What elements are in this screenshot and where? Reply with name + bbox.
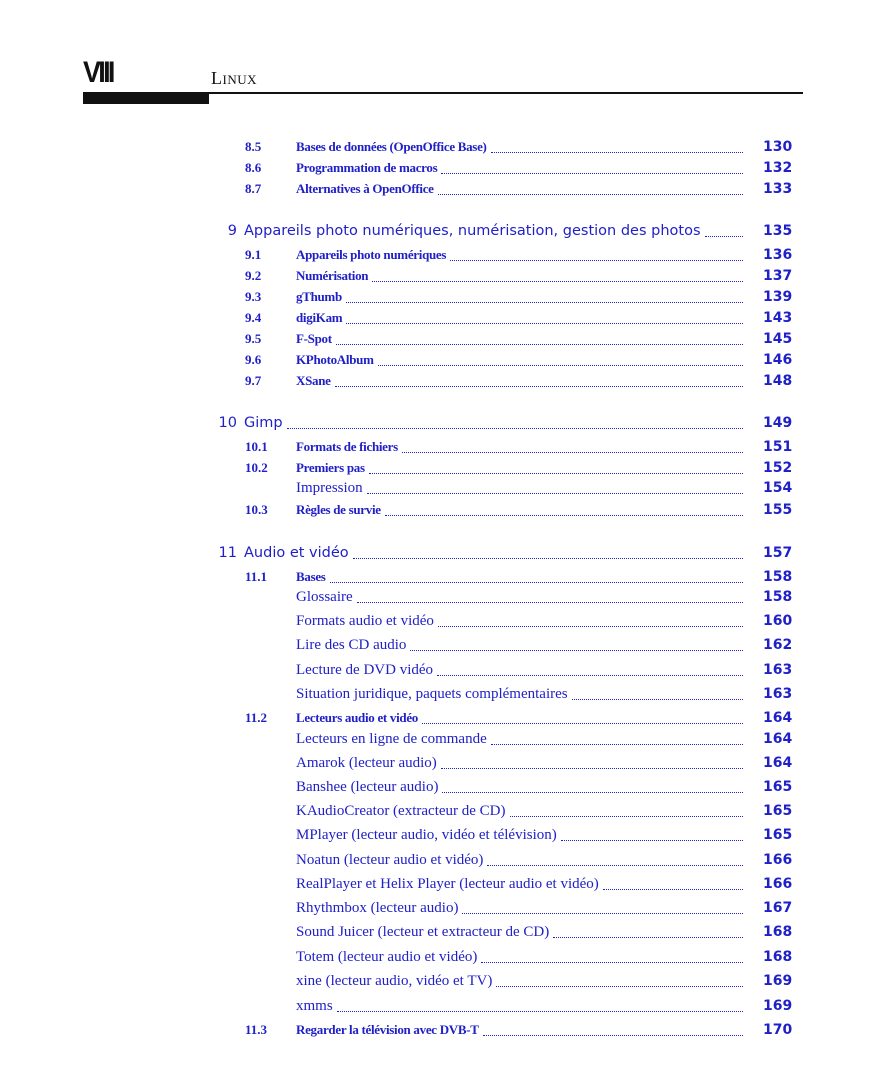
toc-entry[interactable] [0,500,885,520]
toc-entry-page: 135 [763,223,793,239]
toc-entry[interactable] [0,611,885,631]
toc-entry-title: Noatun (lecteur audio et vidéo) [296,852,484,868]
toc-entry-page: 155 [763,502,793,518]
toc-entry-title: Gimp [244,415,283,431]
page-header [0,0,885,110]
header-bar [83,94,209,104]
toc-entry-title: Amarok (lecteur audio) [296,755,437,771]
toc-entry-title: KPhotoAlbum [296,352,374,367]
toc-entry[interactable] [0,413,885,433]
toc-entry-page: 168 [763,949,793,965]
toc-entry[interactable] [0,478,885,498]
toc-entry-page: 166 [763,876,793,892]
toc-entry-title: MPlayer (lecteur audio, vidéo et télévision) [296,827,557,843]
toc-leader-dots [346,302,743,303]
toc-leader-dots [572,699,743,700]
toc-entry-page: 132 [763,160,793,176]
toc-entry-title: Bases [296,569,326,584]
toc-leader-dots [450,260,743,261]
toc-entry[interactable] [0,777,885,797]
toc-entry[interactable] [0,801,885,821]
toc-leader-dots [287,428,743,429]
toc-entry-page: 163 [763,662,793,678]
toc-entry[interactable] [0,587,885,607]
toc-entry-number: 9.3 [245,289,262,304]
toc-entry-page: 169 [763,998,793,1014]
toc-entry-title: Impression [296,480,363,496]
toc-entry-title: digiKam [296,310,343,325]
toc-entry-title: Règles de survie [296,502,381,517]
toc-entry[interactable] [0,660,885,680]
toc-entry-number: 9 [227,223,237,239]
toc-entry[interactable] [0,371,885,391]
toc-entry-title: Totem (lecteur audio et vidéo) [296,949,478,965]
toc-entry-number: 11.3 [245,1022,268,1037]
toc-entry-number: 8.6 [245,160,262,175]
toc-leader-dots [402,452,743,453]
toc-entry[interactable] [0,729,885,749]
toc-entry-title: Audio et vidéo [244,545,349,561]
toc-entry-title: Lire des CD audio [296,637,407,653]
toc-leader-dots [603,889,743,890]
toc-entry-number: 11.1 [245,569,268,584]
toc-entry[interactable] [0,971,885,991]
toc-entry-title: Alternatives à OpenOffice [296,181,434,196]
toc-leader-dots [442,792,743,793]
toc-entry-page: 136 [763,247,793,263]
toc-entry[interactable] [0,245,885,265]
toc-entry-page: 170 [763,1022,793,1038]
toc-entry-title: Formats de fichiers [296,439,398,454]
toc-entry-title: KAudioCreator (extracteur de CD) [296,803,506,819]
toc-entry[interactable] [0,825,885,845]
toc-entry[interactable] [0,567,885,587]
toc-leader-dots [441,173,743,174]
toc-leader-dots [462,913,743,914]
toc-leader-dots [335,386,743,387]
toc-entry-page: 158 [763,589,793,605]
toc-leader-dots [410,650,743,651]
toc-entry-page: 164 [763,710,793,726]
toc-entry-title: XSane [296,373,331,388]
toc-entry-page: 165 [763,803,793,819]
toc-entry-title: xmms [296,998,333,1014]
toc-entry-page: 143 [763,310,793,326]
toc-entry[interactable] [0,922,885,942]
toc-leader-dots [357,602,743,603]
toc-entry-title: Programmation de macros [296,160,438,175]
toc-entry-title: Situation juridique, paquets complémentaires [296,686,568,702]
toc-entry-number: 10.2 [245,460,268,475]
toc-entry-number: 9.7 [245,373,262,388]
toc-leader-dots [561,840,743,841]
toc-entry[interactable] [0,684,885,704]
toc-entry-title: Rhythmbox (lecteur audio) [296,900,459,916]
toc-entry[interactable] [0,329,885,349]
toc-entry-page: 167 [763,900,793,916]
toc-entry-title: RealPlayer et Helix Player (lecteur audio et vidéo) [296,876,599,892]
toc-entry-title: Appareils photo numériques [296,247,447,262]
toc-leader-dots [705,236,743,237]
toc-entry-title: Regarder la télévision avec DVB-T [296,1022,479,1037]
chapter-volume-mark: VIII [83,56,113,89]
toc-entry-number: 10 [218,415,237,431]
toc-leader-dots [346,323,743,324]
toc-entry[interactable] [0,437,885,457]
toc-entry-title: Numérisation [296,268,369,283]
toc-entry-page: 130 [763,139,793,155]
toc-entry-page: 164 [763,731,793,747]
toc-entry-title: Appareils photo numériques, numérisation, gestion des photos [244,223,701,239]
toc-entry-page: 169 [763,973,793,989]
toc-leader-dots [483,1035,743,1036]
toc-entry-number: 9.4 [245,310,262,325]
toc-entry-title: Formats audio et vidéo [296,613,434,629]
toc-entry-page: 168 [763,924,793,940]
toc-leader-dots [496,986,743,987]
toc-leader-dots [367,493,743,494]
toc-entry-number: 9.1 [245,247,262,262]
toc-entry[interactable] [0,753,885,773]
toc-entry[interactable] [0,996,885,1016]
toc-entry-title: gThumb [296,289,342,304]
toc-entry-number: 11.2 [245,710,268,725]
toc-entry[interactable] [0,179,885,199]
toc-leader-dots [372,281,743,282]
toc-entry-title: Glossaire [296,589,353,605]
toc-entry-page: 149 [763,415,793,431]
toc-leader-dots [553,937,743,938]
toc-entry-number: 11 [218,545,237,561]
toc-entry-page: 158 [763,569,793,585]
toc-entry[interactable] [0,458,885,478]
toc-entry[interactable] [0,850,885,870]
toc-leader-dots [438,194,743,195]
toc-entry-page: 160 [763,613,793,629]
toc-leader-dots [481,962,743,963]
toc-entry-page: 133 [763,181,793,197]
toc-entry[interactable] [0,308,885,328]
toc-entry-title: Lecteurs en ligne de commande [296,731,487,747]
toc-entry-title: Lecteurs audio et vidéo [296,710,419,725]
toc-entry[interactable] [0,158,885,178]
toc-entry-page: 165 [763,827,793,843]
toc-entry-page: 154 [763,480,793,496]
toc-entry[interactable] [0,287,885,307]
toc-entry-number: 9.2 [245,268,262,283]
running-title: Linux [211,68,257,88]
toc-entry-title: xine (lecteur audio, vidéo et TV) [296,973,493,989]
toc-entry-page: 164 [763,755,793,771]
toc-leader-dots [491,152,743,153]
toc-entry-page: 157 [763,545,793,561]
toc-entry-title: Banshee (lecteur audio) [296,779,439,795]
toc-leader-dots [491,744,743,745]
toc-entry[interactable] [0,947,885,967]
toc-leader-dots [369,473,743,474]
toc-entry[interactable] [0,898,885,918]
toc-entry-page: 146 [763,352,793,368]
toc-entry[interactable] [0,874,885,894]
toc-entry-page: 163 [763,686,793,702]
toc-leader-dots [437,675,743,676]
toc-leader-dots [353,558,743,559]
toc-leader-dots [438,626,743,627]
toc-leader-dots [487,865,743,866]
toc-leader-dots [330,582,743,583]
toc-leader-dots [336,344,743,345]
toc-entry-number: 8.7 [245,181,262,196]
toc-entry-title: F-Spot [296,331,332,346]
toc-entry-page: 151 [763,439,793,455]
toc-entry-number: 8.5 [245,139,262,154]
toc-leader-dots [337,1011,743,1012]
toc-leader-dots [378,365,743,366]
toc-entry-title: Lecture de DVD vidéo [296,662,434,678]
toc-entry-number: 9.6 [245,352,262,367]
toc-entry-page: 139 [763,289,793,305]
toc-leader-dots [422,723,743,724]
toc-entry[interactable] [0,221,885,241]
toc-entry-number: 9.5 [245,331,262,346]
toc-entry-page: 165 [763,779,793,795]
toc-entry-page: 162 [763,637,793,653]
toc-leader-dots [510,816,743,817]
toc-entry-title: Premiers pas [296,460,365,475]
toc-entry[interactable] [0,350,885,370]
toc-leader-dots [441,768,743,769]
toc-entry-number: 10.1 [245,439,268,454]
toc-entry[interactable] [0,635,885,655]
toc-entry-title: Bases de données (OpenOffice Base) [296,139,487,154]
toc-entry[interactable] [0,1020,885,1040]
toc-entry-title: Sound Juicer (lecteur et extracteur de CD) [296,924,550,940]
toc-entry-page: 152 [763,460,793,476]
toc-entry-page: 145 [763,331,793,347]
toc-entry[interactable] [0,266,885,286]
toc-entry[interactable] [0,137,885,157]
toc-entry-page: 148 [763,373,793,389]
toc-entry-page: 166 [763,852,793,868]
toc-entry-number: 10.3 [245,502,268,517]
toc-entry[interactable] [0,708,885,728]
toc-leader-dots [385,515,743,516]
toc-entry[interactable] [0,543,885,563]
toc-entry-page: 137 [763,268,793,284]
